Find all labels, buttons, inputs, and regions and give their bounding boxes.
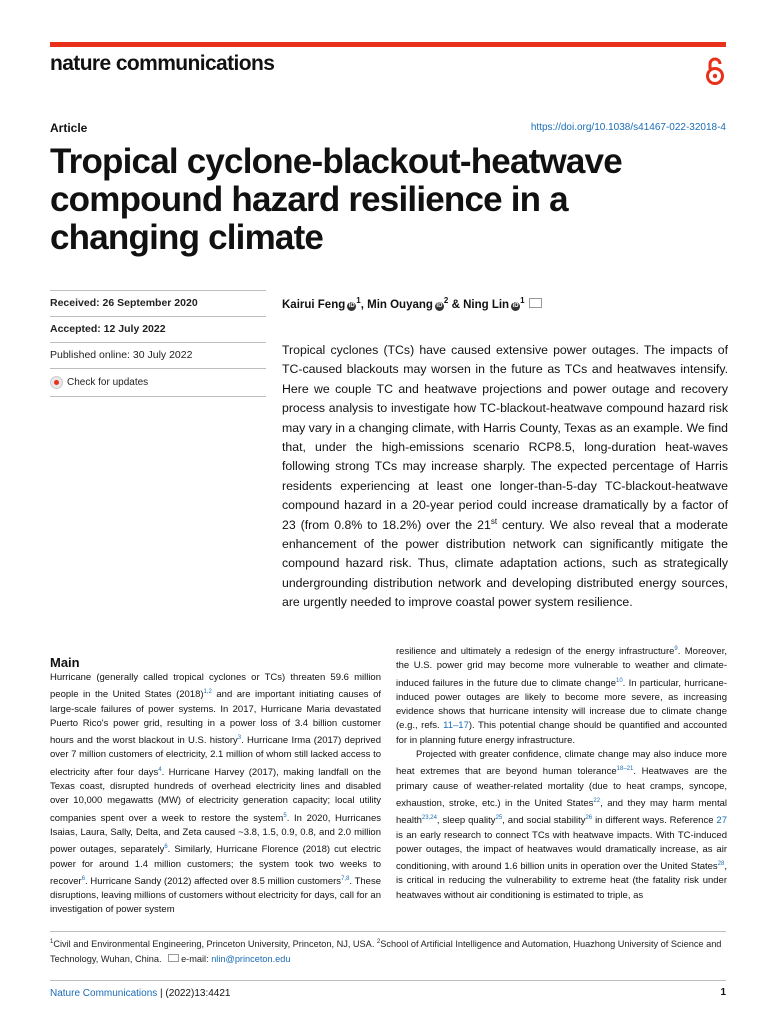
body-text: . These disruptions, leaving millions of customers without electricity for days, call for an investigation of power system: [50, 875, 381, 916]
superscript: st: [490, 516, 498, 526]
email-link[interactable]: nlin@princeton.edu: [211, 954, 291, 965]
citation-link[interactable]: 28: [717, 861, 725, 868]
check-for-updates-button[interactable]: [50, 376, 148, 389]
body-column-right: [396, 642, 727, 903]
article-title: Tropical cyclone-blackout-heatwave compound hazard resilience in a changing climate: [50, 142, 622, 257]
doi-link[interactable]: https://doi.org/10.1038/s41467-022-32018-4: [530, 122, 726, 133]
footnote-divider: [50, 931, 726, 932]
email-icon[interactable]: [529, 298, 542, 308]
affiliation-marker: 1: [520, 296, 525, 305]
body-text: . In particular, hurricane-induced power outages are likely to become more severe, as increasing evidence shows that hurricane intensity will increase due to climate change (e.g., refs.: [396, 677, 727, 732]
journal-name[interactable]: nature communications: [50, 52, 275, 75]
check-updates-icon: [50, 376, 63, 389]
author-name[interactable]: Min Ouyang: [367, 298, 433, 311]
author-conjunction: &: [451, 298, 460, 311]
body-text: . Hurricane Harvey (2017), making landfall on the Texas coast, disrupted hundreds of overhead electricity lines and disabled over 10,000 megawatts (MW) of electricity generation capacity; local utility companies spent over a week to restore the system: [50, 766, 381, 824]
author-name[interactable]: Kairui Feng: [282, 298, 346, 311]
orcid-icon[interactable]: iD: [348, 302, 355, 309]
affiliations-footnote: [50, 935, 730, 967]
citation-link[interactable]: 1,2: [203, 689, 212, 696]
author-list: Kairui Feng $iD^1$, Min Ouyang $iD^2$ & Ning Lin $iD^1$: [282, 296, 542, 311]
author-name[interactable]: Ning Lin: [463, 298, 510, 311]
citation-link[interactable]: 26: [585, 815, 593, 822]
citation-link[interactable]: 10: [615, 677, 623, 684]
body-text: ). This potential change should be quantified and accounted for in planning future energy infrastructure.: [396, 720, 728, 746]
affiliation-marker: 1: [356, 296, 361, 305]
meta-divider: [50, 316, 266, 317]
body-text: in different ways. Reference: [592, 815, 717, 827]
body-text: . Similarly, Hurricane Florence (2018) cut electric power for around 1.4 million customers; the system took two weeks to recover: [50, 844, 381, 887]
open-access-lock-icon[interactable]: [704, 55, 726, 87]
citation-link[interactable]: 9: [674, 646, 678, 652]
citation-link[interactable]: 27: [716, 815, 727, 827]
citation-link[interactable]: 23,24: [421, 815, 437, 822]
section-heading: Main: [50, 655, 80, 670]
citation-link[interactable]: 6: [81, 875, 86, 882]
abstract-text: Tropical cyclones (TCs) have caused extensive power outages. The impacts of TC-caused blackouts may worsen in the future as TCs and heatwaves intensify. Here we couple TC and heatwave projections and power outage and recovery process analysis to investigate how TC-blackout-heatwave compound hazard risk may vary in a changing climate, with Harris County, Texas as an example. We find that, under the high-emissions scenario RCP8.5, long-duration heat-waves following strong TCs may increase sharply. The expected percentage of Harris residents experiencing at least one longer-than-5-day TC-blackout-heatwave compound hazard in a 20-year period could increase dramatically by a factor of 23 (from 0.8% to 18.2%) over the 21: [282, 343, 728, 532]
abstract-text: century. We also reveal that a moderate enhancement of the power distribution network can significantly mitigate the compound hazard risk. Thus, climate adaptation actions, such as strategically undergrounding distribution network and developing distributed energy sources, are urgently needed to improve coastal power system resilience.: [282, 517, 728, 610]
footer-volume: (2022)13:4421: [165, 988, 231, 999]
body-text: , and social stability: [502, 815, 586, 827]
received-date: Received: 26 September 2020: [50, 297, 198, 309]
page-number: 1: [720, 987, 726, 998]
affiliation-marker: 2: [376, 939, 381, 945]
body-text: Hurricane (generally called tropical cyclones or TCs) threaten 59.6 million people in the United States (2018): [50, 672, 381, 701]
citation-link[interactable]: 7,8: [341, 875, 350, 882]
body-column-left: [50, 671, 381, 918]
body-text: , is critical in reducing the vulnerability to extreme heat (the fatality risk under heatwaves without air conditioning is estimated to triple, as: [396, 861, 727, 901]
body-text: . Hurricane Irma (2017) deprived over 7 million customers of electricity, 2.1 million of whom still lacked access to electricity after four days: [50, 735, 381, 778]
body-text: Projected with greater confidence, climate change may also induce more heat extremes that are beyond human tolerance: [396, 749, 727, 778]
body-text: resilience and ultimately a redesign of the energy infrastructure: [396, 646, 675, 657]
citation-link[interactable]: 5: [283, 812, 287, 819]
meta-divider: [50, 290, 266, 291]
affiliation-marker: 2: [443, 296, 449, 305]
body-text: . In 2020, Hurricanes Isaias, Laura, Sally, Delta, and Zeta caused ~3.8, 1.5, 0.9, 0.8, and 2.0 million power outages, separately: [50, 812, 381, 856]
body-text: , sleep quality: [436, 815, 496, 827]
citation-link[interactable]: 3: [237, 735, 242, 742]
email-icon: [168, 954, 179, 962]
accepted-date: Accepted: 12 July 2022: [50, 323, 166, 335]
meta-divider: [50, 342, 266, 343]
citation-link[interactable]: 18–21: [616, 766, 634, 773]
published-date: Published online: 30 July 2022: [50, 349, 193, 361]
citation-link[interactable]: 6: [164, 844, 168, 851]
header-accent-bar: [50, 42, 726, 47]
body-text: is an early research to connect TCs with heatwave impacts. With TC-induced power outages, the impact of heatwaves would dramatically increase, as air conditioning, with around 1.6 billion units in operation over the United States: [396, 829, 727, 873]
footer-separator: |: [157, 988, 166, 999]
body-text: . Moreover, the U.S. power grid may become more vulnerable to weather and climate-induced failures in the future due to climate change: [396, 646, 727, 689]
orcid-icon[interactable]: iD: [512, 302, 519, 309]
affiliation-text: School of Artificial Intelligence and Automation, Huazhong University of Science and Technology, Wuhan, China.: [50, 939, 722, 965]
citation-link[interactable]: 11–17: [443, 720, 469, 732]
article-type-label: Article: [50, 121, 88, 135]
citation-link[interactable]: 22: [593, 797, 601, 804]
affiliation-text: Civil and Environmental Engineering, Princeton University, Princeton, NJ, USA.: [53, 939, 377, 950]
meta-divider: [50, 368, 266, 369]
citation-link[interactable]: 4: [158, 766, 162, 773]
meta-divider: [50, 396, 266, 397]
abstract: [282, 341, 728, 613]
footer-journal-link[interactable]: Nature Communications: [50, 988, 158, 999]
orcid-icon[interactable]: iD: [436, 302, 443, 309]
footer-citation: [50, 988, 230, 999]
check-updates-label: Check for updates: [67, 377, 149, 388]
email-label: e-mail:: [181, 954, 212, 965]
affiliation-marker: 1: [50, 939, 54, 945]
body-text: . Heatwaves are the primary cause of weather-related mortality (due to heat cramps, syncope, exhaustion, stroke, etc.) in the United States: [396, 766, 727, 809]
body-text: , and they may harm mental health: [396, 797, 728, 827]
body-text: . Hurricane Sandy (2012) affected over 8.5 million customers: [85, 875, 342, 887]
body-text: and are important initiating causes of large-scale failures of power systems. In 2017, Hurricane Maria devastated Puerto Rico's power grid, resulting in a power loss of 3.4 billion customer hours and the worst blackout in U.S. history: [50, 689, 381, 747]
footer-divider: [50, 980, 726, 981]
citation-link[interactable]: 25: [495, 815, 503, 822]
